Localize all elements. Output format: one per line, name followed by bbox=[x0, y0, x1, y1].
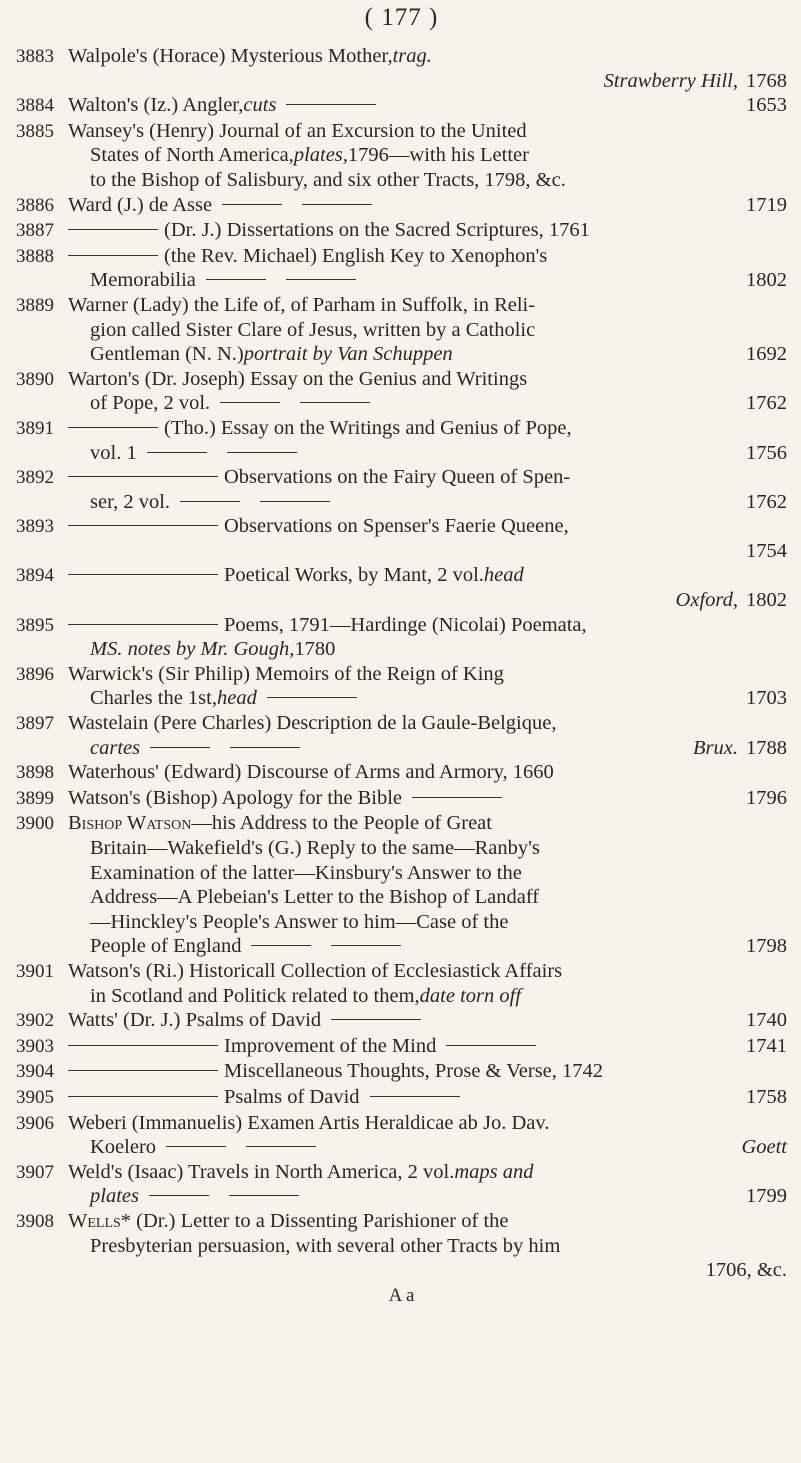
entry-text: gion called Sister Clare of Jesus, written by a Catholic bbox=[90, 318, 536, 341]
imprint-place: Oxford, bbox=[675, 589, 738, 612]
ditto-rule bbox=[68, 525, 218, 526]
ditto-dash bbox=[446, 1045, 536, 1046]
ditto-rule bbox=[68, 476, 218, 477]
lot-number: 3892 bbox=[16, 467, 54, 489]
catalogue-entry bbox=[16, 465, 787, 514]
entry-italic: date torn off bbox=[419, 984, 522, 1007]
entry-line bbox=[68, 613, 787, 638]
catalogue-entry bbox=[16, 613, 787, 662]
ditto-rule bbox=[68, 427, 158, 428]
entry-italic: MS. notes by Mr. Gough, bbox=[90, 638, 295, 661]
entry-italic: head bbox=[216, 687, 257, 710]
entry-italic: head bbox=[483, 564, 524, 587]
entry-line bbox=[68, 637, 787, 662]
entry-line bbox=[68, 342, 787, 367]
catalogue-entry bbox=[16, 1209, 787, 1283]
imprint-place: Goett bbox=[741, 1136, 787, 1159]
ditto-dash bbox=[206, 279, 266, 280]
catalogue-entry bbox=[16, 1111, 787, 1160]
imprint-year: 1653 bbox=[746, 94, 787, 117]
ditto-dash bbox=[229, 1195, 299, 1196]
imprint-year: 1796 bbox=[746, 786, 787, 809]
entry-text: of Pope, 2 vol. bbox=[90, 392, 211, 415]
catalogue-entry bbox=[16, 1059, 787, 1085]
entry-body bbox=[68, 514, 787, 563]
entry-line bbox=[68, 93, 787, 118]
entry-body bbox=[68, 1160, 787, 1209]
ditto-dash bbox=[286, 104, 376, 105]
imprint-year: 1762 bbox=[746, 392, 787, 415]
imprint-year: 1799 bbox=[746, 1185, 787, 1208]
ditto-rule bbox=[68, 1096, 218, 1097]
author-name: Bishop Watson bbox=[68, 812, 192, 835]
lot-number: 3887 bbox=[16, 220, 54, 242]
imprint-place: Brux. bbox=[693, 736, 738, 759]
entry-line bbox=[68, 959, 787, 984]
entry-body bbox=[68, 416, 787, 465]
entry-line bbox=[68, 1234, 787, 1259]
catalogue-entry bbox=[16, 563, 787, 612]
ditto-rule bbox=[68, 229, 158, 230]
entry-line bbox=[68, 367, 787, 392]
entry-text: Psalms of David bbox=[224, 1085, 360, 1108]
entry-text: Observations on the Fairy Queen of Spen- bbox=[224, 466, 571, 489]
ditto-dash bbox=[180, 501, 240, 502]
entry-line bbox=[68, 686, 787, 711]
imprint-year: 1788 bbox=[746, 736, 787, 759]
entry-line bbox=[68, 441, 787, 466]
entry-line bbox=[68, 563, 787, 588]
imprint-year: 1798 bbox=[746, 935, 787, 958]
lot-number: 3888 bbox=[16, 245, 54, 267]
lot-number: 3901 bbox=[16, 960, 54, 982]
entry-body bbox=[68, 1008, 787, 1034]
ditto-dash bbox=[230, 747, 300, 748]
lot-number: 3905 bbox=[16, 1086, 54, 1108]
imprint-year: 1758 bbox=[746, 1085, 787, 1108]
entry-body bbox=[68, 1034, 787, 1060]
entry-line bbox=[68, 1085, 787, 1110]
lot-number: 3889 bbox=[16, 294, 54, 316]
entry-line bbox=[68, 588, 787, 613]
entry-text: vol. 1 bbox=[90, 441, 137, 464]
entry-line bbox=[68, 168, 787, 193]
ditto-rule bbox=[68, 574, 218, 575]
catalogue-entry bbox=[16, 1085, 787, 1111]
entry-text: Warner (Lady) the Life of, of Parham in Suffolk, in Reli- bbox=[68, 293, 536, 316]
entry-text: (Tho.) Essay on the Writings and Genius of Pope, bbox=[164, 416, 572, 439]
entry-body bbox=[68, 367, 787, 416]
entry-line bbox=[68, 514, 787, 539]
ditto-dash bbox=[267, 697, 357, 698]
catalogue-entry bbox=[16, 786, 787, 812]
entry-text: Charles the 1st, bbox=[90, 687, 217, 710]
lot-number: 3906 bbox=[16, 1112, 54, 1134]
entry-italic: trag. bbox=[392, 45, 432, 67]
catalogue-entry bbox=[16, 218, 787, 244]
entry-line bbox=[68, 318, 787, 343]
entry-line bbox=[68, 736, 787, 761]
entry-line bbox=[68, 391, 787, 416]
catalogue-entry bbox=[16, 416, 787, 465]
entry-text: Weberi (Immanuelis) Examen Artis Heraldicae ab Jo. Dav. bbox=[68, 1111, 550, 1134]
entry-line bbox=[68, 1059, 787, 1084]
entry-text: * (Dr.) Letter to a Dissenting Parishioner of the bbox=[120, 1209, 509, 1232]
imprint-year: 1768 bbox=[746, 69, 787, 92]
entry-line bbox=[68, 836, 787, 861]
catalogue-entry bbox=[16, 44, 787, 93]
catalogue-entry bbox=[16, 293, 787, 367]
entry-text: Warwick's (Sir Philip) Memoirs of the Reign of King bbox=[68, 662, 504, 685]
ditto-dash bbox=[412, 797, 502, 798]
ditto-rule bbox=[68, 624, 218, 625]
entry-body bbox=[68, 465, 787, 514]
imprint-year: 1741 bbox=[746, 1034, 787, 1057]
entry-italic: plates bbox=[90, 1185, 139, 1208]
entry-text: Britain—Wakefield's (G.) Reply to the same—Ranby's bbox=[90, 837, 540, 859]
entry-italic: cuts bbox=[243, 94, 277, 117]
lot-number: 3902 bbox=[16, 1010, 54, 1032]
entry-text: Wansey's (Henry) Journal of an Excursion to the United bbox=[68, 119, 527, 142]
imprint-year: 1719 bbox=[746, 193, 787, 216]
entry-line bbox=[68, 539, 787, 564]
entry-text: Warton's (Dr. Joseph) Essay on the Genius and Writings bbox=[68, 367, 528, 390]
lot-number: 3899 bbox=[16, 787, 54, 809]
entry-body bbox=[68, 1085, 787, 1111]
lot-number: 3903 bbox=[16, 1035, 54, 1057]
entry-line bbox=[68, 1258, 787, 1283]
entry-text: Improvement of the Mind bbox=[224, 1034, 437, 1057]
lot-number: 3897 bbox=[16, 713, 54, 735]
entry-line bbox=[68, 490, 787, 515]
lot-number: 3904 bbox=[16, 1061, 54, 1083]
entry-text: to the Bishop of Salisbury, and six other Tracts, 1798, &c. bbox=[90, 168, 566, 191]
entry-body bbox=[68, 662, 787, 711]
entry-text: 1780 bbox=[294, 638, 336, 661]
entry-body bbox=[68, 44, 787, 93]
entry-line bbox=[68, 193, 787, 218]
entry-text: Weld's (Isaac) Travels in North America, 2 vol. bbox=[68, 1160, 455, 1183]
entry-line bbox=[68, 1135, 787, 1160]
catalogue-entry bbox=[16, 119, 787, 193]
entry-text: Koelero bbox=[90, 1136, 157, 1159]
entry-line bbox=[68, 218, 787, 243]
entry-text: States of North America, bbox=[90, 144, 294, 167]
entry-body bbox=[68, 786, 787, 812]
entry-italic: plates, bbox=[293, 144, 348, 167]
entry-body bbox=[68, 563, 787, 612]
entry-text: Watson's (Ri.) Historicall Collection of Ecclesiastick Affairs bbox=[68, 959, 563, 982]
ditto-dash bbox=[222, 204, 282, 205]
entry-body bbox=[68, 218, 787, 244]
lot-number: 3893 bbox=[16, 516, 54, 538]
entry-text: in Scotland and Politick related to them, bbox=[90, 984, 420, 1007]
ditto-dash bbox=[302, 204, 372, 205]
entry-line bbox=[68, 662, 787, 687]
entry-text: Poetical Works, by Mant, 2 vol. bbox=[224, 564, 484, 587]
lot-number: 3884 bbox=[16, 95, 54, 117]
entry-body bbox=[68, 811, 787, 959]
lot-number: 3886 bbox=[16, 194, 54, 216]
entry-line bbox=[68, 465, 787, 490]
entry-line bbox=[68, 44, 787, 69]
imprint-year: 1756 bbox=[746, 441, 787, 464]
imprint-year: 1740 bbox=[746, 1009, 787, 1032]
entry-text: Memorabilia bbox=[90, 269, 196, 292]
catalogue-entry bbox=[16, 193, 787, 219]
entry-text: Examination of the latter—Kinsbury's Answer to the bbox=[90, 861, 522, 884]
lot-number: 3895 bbox=[16, 614, 54, 636]
ditto-dash bbox=[286, 279, 356, 280]
entry-text: Wastelain (Pere Charles) Description de la Gaule-Belgique, bbox=[68, 712, 557, 735]
entry-text: Walpole's (Horace) Mysterious Mother, bbox=[68, 45, 393, 67]
entry-text: Poems, 1791—Hardinge (Nicolai) Poemata, bbox=[224, 613, 587, 636]
entry-text: —his Address to the People of Great bbox=[191, 812, 492, 835]
catalogue-entry bbox=[16, 1160, 787, 1209]
entry-line bbox=[68, 861, 787, 886]
entry-line bbox=[68, 416, 787, 441]
ditto-dash bbox=[150, 747, 210, 748]
entry-line bbox=[68, 1209, 787, 1234]
entry-list bbox=[16, 44, 787, 1283]
entry-text: 1796—with his Letter bbox=[347, 144, 529, 167]
entry-text: Gentleman (N. N.) bbox=[90, 343, 244, 366]
entry-text: Ward (J.) de Asse bbox=[68, 193, 213, 216]
entry-body bbox=[68, 244, 787, 293]
entry-line bbox=[68, 885, 787, 910]
entry-body bbox=[68, 1059, 787, 1085]
entry-text: Presbyterian persuasion, with several other Tracts by him bbox=[90, 1234, 561, 1257]
ditto-dash bbox=[331, 945, 401, 946]
lot-number: 3883 bbox=[16, 46, 54, 67]
entry-text: (the Rev. Michael) English Key to Xenophon's bbox=[164, 244, 548, 267]
entry-body bbox=[68, 119, 787, 193]
catalogue-entry bbox=[16, 760, 787, 786]
ditto-dash bbox=[331, 1019, 421, 1020]
entry-italic: maps and bbox=[454, 1160, 534, 1183]
catalogue-entry bbox=[16, 367, 787, 416]
entry-line bbox=[68, 1034, 787, 1059]
entry-body bbox=[68, 1209, 787, 1283]
entry-text: —Hinckley's People's Answer to him—Case of the bbox=[90, 910, 509, 933]
entry-text: Waterhous' (Edward) Discourse of Arms and Armory, 1660 bbox=[68, 761, 554, 784]
ditto-rule bbox=[68, 1070, 218, 1071]
imprint-year: 1802 bbox=[746, 589, 787, 612]
entry-body bbox=[68, 1111, 787, 1160]
imprint-year: 1703 bbox=[746, 687, 787, 710]
entry-line bbox=[68, 910, 787, 935]
entry-line bbox=[68, 1184, 787, 1209]
signature-mark: A a bbox=[388, 1284, 415, 1306]
ditto-dash bbox=[260, 501, 330, 502]
entry-body bbox=[68, 193, 787, 219]
entry-text: People of England bbox=[90, 935, 242, 958]
entry-line bbox=[68, 811, 787, 836]
catalogue-entry bbox=[16, 711, 787, 760]
ditto-dash bbox=[166, 1146, 226, 1147]
entry-body bbox=[68, 760, 787, 786]
entry-text: Address—A Plebeian's Letter to the Bishop of Landaff bbox=[90, 886, 540, 909]
catalogue-entry bbox=[16, 514, 787, 563]
catalogue-entry bbox=[16, 662, 787, 711]
entry-line bbox=[68, 69, 787, 94]
entry-line bbox=[68, 786, 787, 811]
imprint-place: Strawberry Hill, bbox=[603, 69, 738, 92]
ditto-dash bbox=[149, 1195, 209, 1196]
entry-line bbox=[68, 293, 787, 318]
page-number: ( 177 ) bbox=[364, 4, 439, 31]
entry-line bbox=[68, 244, 787, 269]
entry-line bbox=[68, 1111, 787, 1136]
entry-body bbox=[68, 711, 787, 760]
ditto-dash bbox=[220, 402, 280, 403]
author-name: Wells bbox=[68, 1209, 121, 1232]
entry-line bbox=[68, 1008, 787, 1033]
imprint-date: 1706, &c. bbox=[705, 1259, 787, 1282]
catalogue-entry bbox=[16, 1008, 787, 1034]
ditto-dash bbox=[147, 452, 207, 453]
lot-number: 3907 bbox=[16, 1161, 54, 1183]
entry-line bbox=[68, 934, 787, 959]
entry-line bbox=[68, 1160, 787, 1185]
imprint-date: 1754 bbox=[746, 539, 787, 562]
ditto-dash bbox=[370, 1096, 460, 1097]
catalogue-entry bbox=[16, 1034, 787, 1060]
lot-number: 3885 bbox=[16, 120, 54, 142]
lot-number: 3890 bbox=[16, 368, 54, 390]
entry-text: Watson's (Bishop) Apology for the Bible bbox=[68, 786, 403, 809]
catalogue-entry bbox=[16, 959, 787, 1008]
ditto-dash bbox=[300, 402, 370, 403]
entry-text: (Dr. J.) Dissertations on the Sacred Scriptures, 1761 bbox=[164, 219, 590, 242]
entry-italic: cartes bbox=[90, 736, 141, 759]
ditto-dash bbox=[251, 945, 311, 946]
entry-text: Walton's (Iz.) Angler, bbox=[68, 94, 244, 117]
entry-body bbox=[68, 959, 787, 1008]
entry-line bbox=[68, 143, 787, 168]
ditto-dash bbox=[246, 1146, 316, 1147]
lot-number: 3908 bbox=[16, 1210, 54, 1232]
ditto-dash bbox=[227, 452, 297, 453]
ditto-rule bbox=[68, 255, 158, 256]
lot-number: 3894 bbox=[16, 565, 54, 587]
imprint-year: 1762 bbox=[746, 490, 787, 513]
imprint-year: 1802 bbox=[746, 269, 787, 292]
ditto-rule bbox=[68, 1045, 218, 1046]
entry-line bbox=[68, 711, 787, 736]
lot-number: 3896 bbox=[16, 663, 54, 685]
entry-body bbox=[68, 93, 787, 119]
catalogue-entry bbox=[16, 811, 787, 959]
catalogue-entry bbox=[16, 244, 787, 293]
lot-number: 3900 bbox=[16, 813, 54, 835]
entry-body bbox=[68, 613, 787, 662]
entry-line bbox=[68, 268, 787, 293]
lot-number: 3898 bbox=[16, 762, 54, 784]
imprint-year: 1692 bbox=[746, 343, 787, 366]
entry-italic: portrait by Van Schuppen bbox=[243, 343, 453, 366]
entry-body bbox=[68, 293, 787, 367]
entry-line bbox=[68, 984, 787, 1009]
lot-number: 3891 bbox=[16, 417, 54, 439]
entry-text: ser, 2 vol. bbox=[90, 490, 171, 513]
entry-text: Miscellaneous Thoughts, Prose & Verse, 1742 bbox=[224, 1060, 604, 1083]
catalogue-entry bbox=[16, 93, 787, 119]
entry-text: Observations on Spenser's Faerie Queene, bbox=[224, 515, 569, 538]
entry-line bbox=[68, 119, 787, 144]
entry-text: Watts' (Dr. J.) Psalms of David bbox=[68, 1009, 322, 1032]
entry-line bbox=[68, 760, 787, 785]
